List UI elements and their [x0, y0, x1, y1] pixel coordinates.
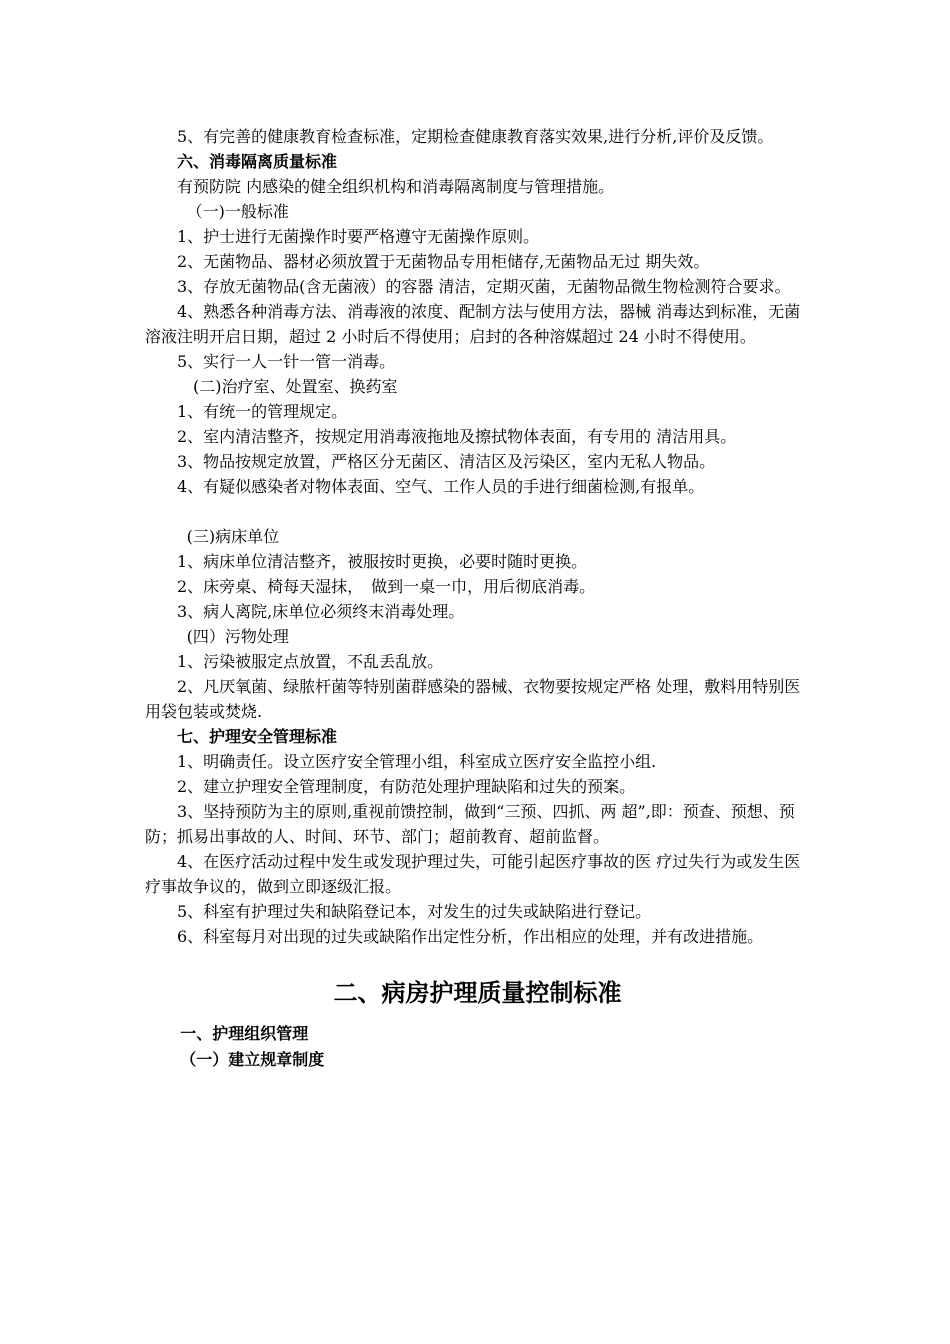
paragraph: 1、明确责任。设立医疗安全管理小组，科室成立医疗安全监控小组. — [177, 752, 657, 771]
paragraph: 4、有疑似感染者对物体表面、空气、工作人员的手进行细菌检测,有报单。 — [177, 477, 705, 496]
paragraph: 有预防院 内感染的健全组织机构和消毒隔离制度与管理措施。 — [177, 177, 615, 196]
paragraph: 3、病人离院,床单位必须终末消毒处理。 — [177, 602, 465, 621]
paragraph: 1、有统一的管理规定。 — [177, 402, 348, 421]
paragraph: 4、熟悉各种消毒方法、消毒液的浓度、配制方法与使用方法，器械 消毒达到标准，无菌溶液注明开启日期，超过 2 小时后不得使用；启封的各种溶媒超过 24 小时不得使用。 — [145, 302, 801, 346]
section-heading-disinfection: 六、消毒隔离质量标准 — [177, 152, 338, 171]
paragraph: 3、存放无菌物品(含无菌液）的容器 清洁，定期灭菌，无菌物品微生物检测符合要求。 — [177, 277, 791, 296]
paragraph: 6、科室每月对出现的过失或缺陷作出定性分析，作出相应的处理，并有改进措施。 — [177, 927, 764, 946]
paragraph: 2、床旁桌、椅每天湿抹， 做到一桌一巾，用后彻底消毒。 — [177, 577, 596, 596]
paragraph: 3、物品按规定放置，严格区分无菌区、清洁区及污染区，室内无私人物品。 — [177, 452, 716, 471]
paragraph: 5、有完善的健康教育检查标准，定期检查健康教育落实效果,进行分析,评价及反馈。 — [177, 127, 774, 146]
paragraph: 1、护士进行无菌操作时要严格遵守无菌操作原则。 — [177, 227, 540, 246]
subsection-heading: (二)治疗室、处置室、换药室 — [193, 377, 398, 396]
paragraph: 3、坚持预防为主的原则,重视前馈控制，做到“三预、四抓、两 超”,即：预查、预想、预防；抓易出事故的人、时间、环节、部门；超前教育、超前监督。 — [145, 802, 795, 846]
subsection-heading-rules: （一）建立规章制度 — [180, 1050, 325, 1069]
section-heading-safety: 七、护理安全管理标准 — [177, 727, 338, 746]
paragraph: 2、建立护理安全管理制度，有防范处理护理缺陷和过失的预案。 — [177, 777, 636, 796]
subsection-heading: (四）污物处理 — [186, 627, 289, 646]
paragraph: 2、无菌物品、器材必须放置于无菌物品专用柜储存,无菌物品无过 期失效。 — [177, 252, 710, 271]
paragraph: 1、污染被服定点放置，不乱丢乱放。 — [177, 652, 444, 671]
section-heading-organization: 一、护理组织管理 — [180, 1024, 309, 1043]
subsection-heading: (三)病床单位 — [186, 527, 280, 546]
paragraph: 4、在医疗活动过程中发生或发现护理过失，可能引起医疗事故的医 疗过失行为或发生医疗事故争议的，做到立即逐级汇报。 — [145, 852, 801, 896]
subsection-heading: （一)一般标准 — [186, 202, 289, 221]
paragraph: 5、科室有护理过失和缺陷登记本，对发生的过失或缺陷进行登记。 — [177, 902, 652, 921]
document-body — [145, 124, 810, 1073]
blank-line — [145, 499, 810, 524]
paragraph: 5、实行一人一针一管一消毒。 — [177, 352, 396, 371]
paragraph: 2、室内清洁整齐，按规定用消毒液拖地及擦拭物体表面，有专用的 清洁用具。 — [177, 427, 737, 446]
chapter-title: 二、病房护理质量控制标准 — [333, 979, 622, 1007]
paragraph: 2、凡厌氧菌、绿脓杆菌等特别菌群感染的器械、衣物要按规定严格 处理，敷料用特别医用袋包装或焚烧. — [145, 677, 801, 721]
paragraph: 1、病床单位清洁整齐，被服按时更换，必要时随时更换。 — [177, 552, 588, 571]
